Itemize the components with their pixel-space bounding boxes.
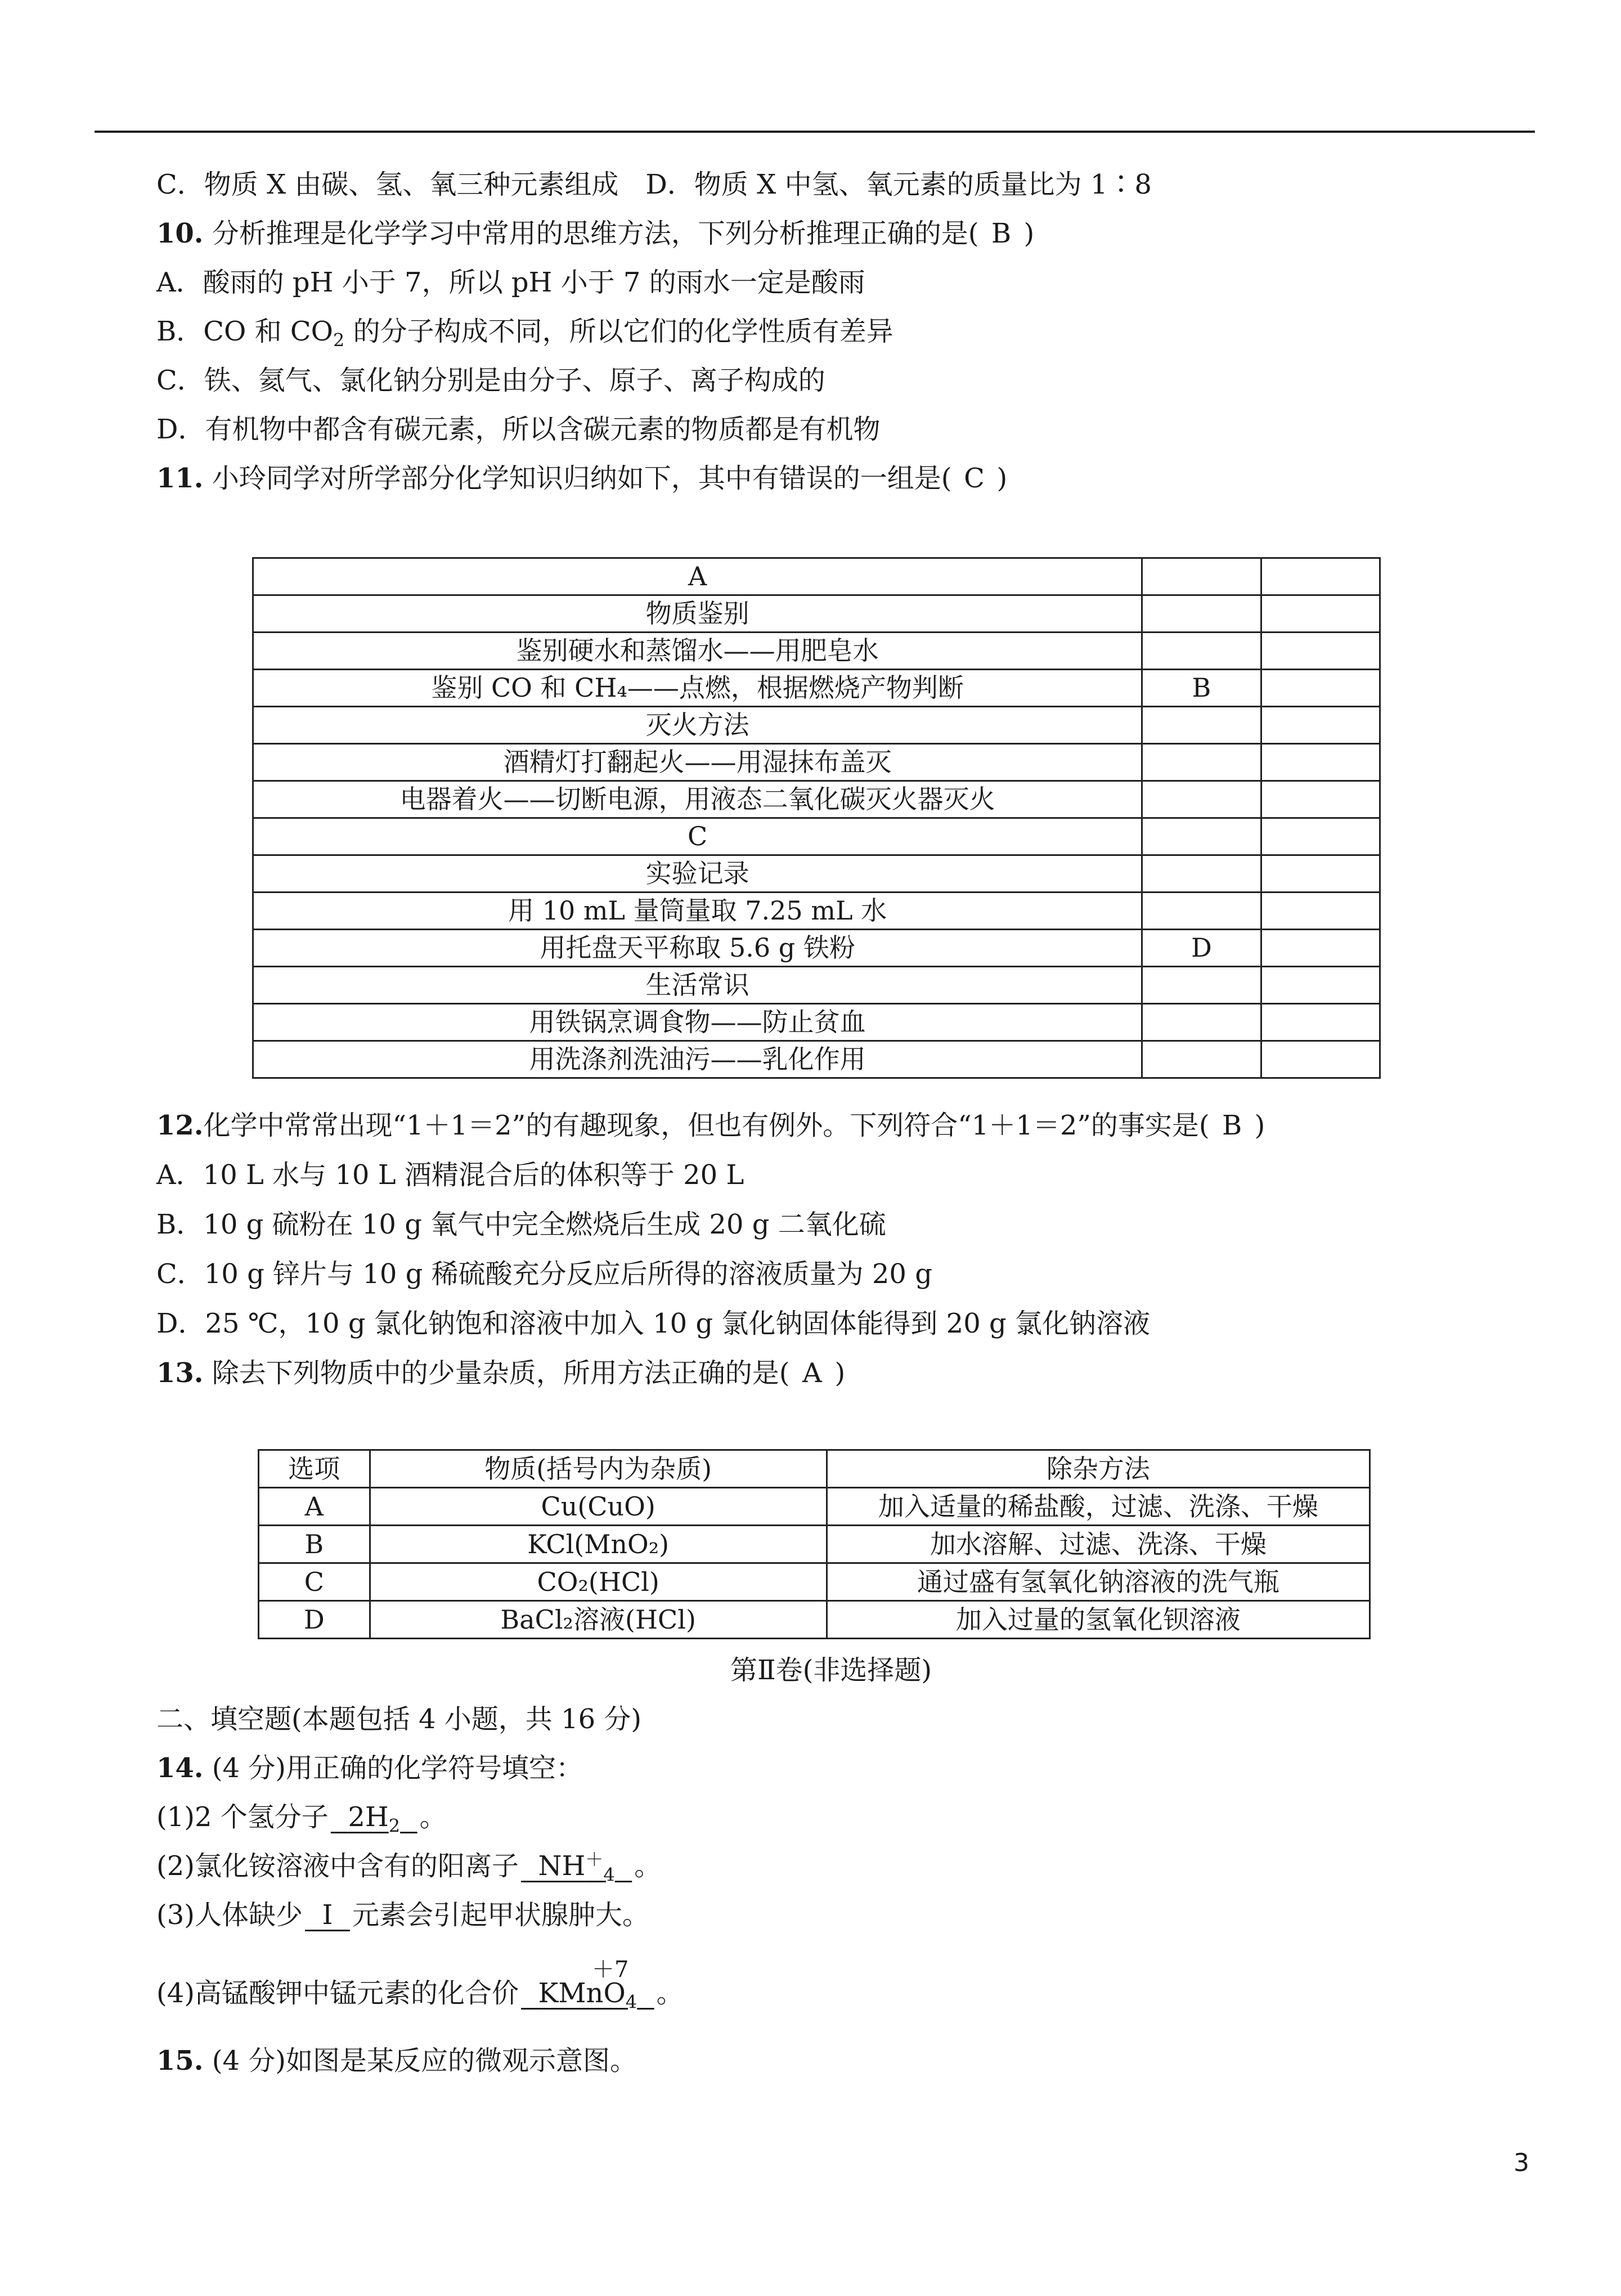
table-cell: B — [259, 1526, 370, 1563]
table-row — [253, 670, 1380, 707]
table-cell: 电器着火——切断电源，用液态二氧化碳灭火器灭火 — [253, 781, 1142, 818]
table-cell — [1142, 781, 1261, 818]
table-cell — [1142, 1004, 1261, 1041]
table-row — [259, 1563, 1370, 1601]
table-cell: BaCl₂溶液(HCl) — [370, 1601, 827, 1639]
table-row — [253, 633, 1380, 670]
table-cell: D — [1142, 930, 1261, 967]
table-cell — [1142, 1041, 1261, 1078]
table-cell: 实验记录 — [253, 855, 1142, 893]
q14-4-answer: KMnO$_4$ — [538, 1977, 637, 2013]
table-cell: 鉴别硬水和蒸馏水——用肥皂水 — [253, 633, 1142, 670]
table-cell: CO₂(HCl) — [370, 1563, 827, 1601]
table-cell — [1261, 595, 1380, 633]
q14-item-3: (3)人体缺少 I 元素会引起甲状腺肿大。 — [156, 1899, 650, 1931]
question-10: 10. 分析推理是化学学习中常用的思维方法，下列分析推理正确的是( B ) — [156, 218, 1035, 249]
q12-option-c: C．10 g 锌片与 10 g 稀硫酸充分反应后所得的溶液质量为 20 g — [156, 1258, 932, 1290]
q14-2-answer: $NH^+_4$ — [538, 1849, 615, 1886]
table-cell — [1261, 855, 1380, 893]
question-12: 12.化学中常常出现“1＋1＝2”的有趣现象，但也有例外。下列符合“1＋1＝2”的事实是( B ) — [156, 1110, 1265, 1141]
table-cell: 鉴别 CO 和 CH₄——点燃，根据燃烧产物判断 — [253, 670, 1142, 707]
table-cell: 灭火方法 — [253, 707, 1142, 744]
table-row — [253, 893, 1380, 930]
q14-item-2: (2)氯化铵溶液中含有的阳离子 $NH^+_4$ 。 — [156, 1849, 662, 1886]
table-row — [253, 781, 1380, 818]
table-cell: B — [1142, 670, 1261, 707]
table-cell: D — [259, 1601, 370, 1639]
table-cell — [1261, 781, 1380, 818]
table-cell — [1261, 558, 1380, 595]
table-cell — [1142, 558, 1261, 595]
table-cell: 加入适量的稀盐酸，过滤、洗涤、干燥 — [827, 1488, 1369, 1526]
table-cell: 通过盛有氢氧化钠溶液的洗气瓶 — [827, 1563, 1369, 1601]
q11-answer: C — [964, 463, 985, 494]
table-cell: 选项 — [259, 1450, 370, 1488]
table-cell: 用洗涤剂洗油污——乳化作用 — [253, 1041, 1142, 1078]
table-cell: KCl(MnO₂) — [370, 1526, 827, 1563]
table-cell — [1261, 893, 1380, 930]
table-cell — [1261, 818, 1380, 855]
impurity-removal-table — [258, 1449, 1371, 1639]
table-cell: 物质鉴别 — [253, 595, 1142, 633]
q14-item-1: (1)2 个氢分子 $2H_2$ 。 — [156, 1801, 447, 1837]
q10-option-a: A．酸雨的 pH 小于 7，所以 pH 小于 7 的雨水一定是酸雨 — [156, 267, 865, 298]
table-cell: C — [253, 818, 1142, 855]
table-header-row — [259, 1450, 1370, 1488]
table-row — [253, 744, 1380, 781]
table-cell: A — [253, 558, 1142, 595]
question-14: 14. (4 分)用正确的化学符号填空： — [156, 1752, 583, 1784]
table-cell — [1261, 967, 1380, 1004]
table-row — [253, 595, 1380, 633]
q10-option-c: C．铁、氦气、氯化钠分别是由分子、原子、离子构成的 — [156, 365, 825, 396]
q10-option-d: D．有机物中都含有碳元素，所以含碳元素的物质都是有机物 — [156, 414, 881, 445]
table-cell: 加入过量的氢氧化钡溶液 — [827, 1601, 1369, 1639]
q14-4-valence: ＋7 — [592, 1957, 629, 1983]
q12-option-b: B．10 g 硫粉在 10 g 氧气中完全燃烧后生成 20 g 二氧化硫 — [156, 1209, 886, 1240]
table-cell: 用 10 mL 量筒量取 7.25 mL 水 — [253, 893, 1142, 930]
table-cell — [1142, 967, 1261, 1004]
section-2-title: 第Ⅱ卷(非选择题) — [730, 1654, 932, 1686]
q9-option-cd: C．物质 X 由碳、氢、氧三种元素组成 D．物质 X 中氢、氧元素的质量比为 1∶8 — [156, 169, 1152, 200]
q14-item-4: (4)高锰酸钾中锰元素的化合价 KMnO$_4$ 。 — [156, 1977, 684, 2013]
table-row — [253, 558, 1380, 595]
page-number: 3 — [1514, 2149, 1529, 2177]
knowledge-table — [252, 557, 1381, 1079]
table-row — [259, 1488, 1370, 1526]
q14-1-answer: $2H_2$ — [348, 1801, 401, 1837]
table-cell — [1261, 744, 1380, 781]
table-cell — [1261, 633, 1380, 670]
table-cell: 生活常识 — [253, 967, 1142, 1004]
table-cell — [1142, 818, 1261, 855]
q10-answer: B — [991, 218, 1012, 249]
table-cell — [1261, 930, 1380, 967]
q12-option-a: A．10 L 水与 10 L 酒精混合后的体积等于 20 L — [156, 1159, 744, 1191]
question-13: 13. 除去下列物质中的少量杂质，所用方法正确的是( A ) — [156, 1357, 846, 1389]
table-cell: 加水溶解、过滤、洗涤、干燥 — [827, 1526, 1369, 1563]
table-row — [253, 967, 1380, 1004]
q10-option-b: B．CO 和 $CO_2$ 的分子构成不同，所以它们的化学性质有差异 — [156, 316, 893, 351]
table-row — [253, 707, 1380, 744]
table-cell — [1142, 595, 1261, 633]
table-cell — [1261, 1041, 1380, 1078]
table-row — [253, 855, 1380, 893]
table-cell — [1142, 633, 1261, 670]
q12-answer: B — [1222, 1110, 1242, 1141]
table-cell: Cu(CuO) — [370, 1488, 827, 1526]
header-rule — [95, 131, 1535, 133]
table-cell: 物质(括号内为杂质) — [370, 1450, 827, 1488]
q14-3-answer: I — [322, 1899, 333, 1931]
table-cell — [1142, 893, 1261, 930]
q13-answer: A — [802, 1357, 822, 1389]
table-cell — [1142, 707, 1261, 744]
table-cell — [1261, 707, 1380, 744]
table-cell: 用托盘天平称取 5.6 g 铁粉 — [253, 930, 1142, 967]
section-2-heading: 二、填空题(本题包括 4 小题，共 16 分) — [156, 1703, 642, 1735]
table-cell: C — [259, 1563, 370, 1601]
table-row — [253, 930, 1380, 967]
table-row — [253, 1041, 1380, 1078]
table-cell: A — [259, 1488, 370, 1526]
table-cell — [1142, 855, 1261, 893]
question-15: 15. (4 分)如图是某反应的微观示意图。 — [156, 2045, 637, 2077]
table-cell: 酒精灯打翻起火——用湿抹布盖灭 — [253, 744, 1142, 781]
table-cell — [1142, 744, 1261, 781]
table-row — [253, 818, 1380, 855]
table-cell — [1261, 670, 1380, 707]
table-row — [259, 1526, 1370, 1563]
question-11: 11. 小玲同学对所学部分化学知识归纳如下，其中有错误的一组是( C ) — [156, 463, 1008, 494]
table-row — [253, 1004, 1380, 1041]
q12-option-d: D．25 ℃，10 g 氯化钠饱和溶液中加入 10 g 氯化钠固体能得到 20 g 氯化钠溶液 — [156, 1308, 1150, 1339]
table-cell — [1261, 1004, 1380, 1041]
table-cell: 除杂方法 — [827, 1450, 1369, 1488]
table-row — [259, 1601, 1370, 1639]
table-cell: 用铁锅烹调食物——防止贫血 — [253, 1004, 1142, 1041]
